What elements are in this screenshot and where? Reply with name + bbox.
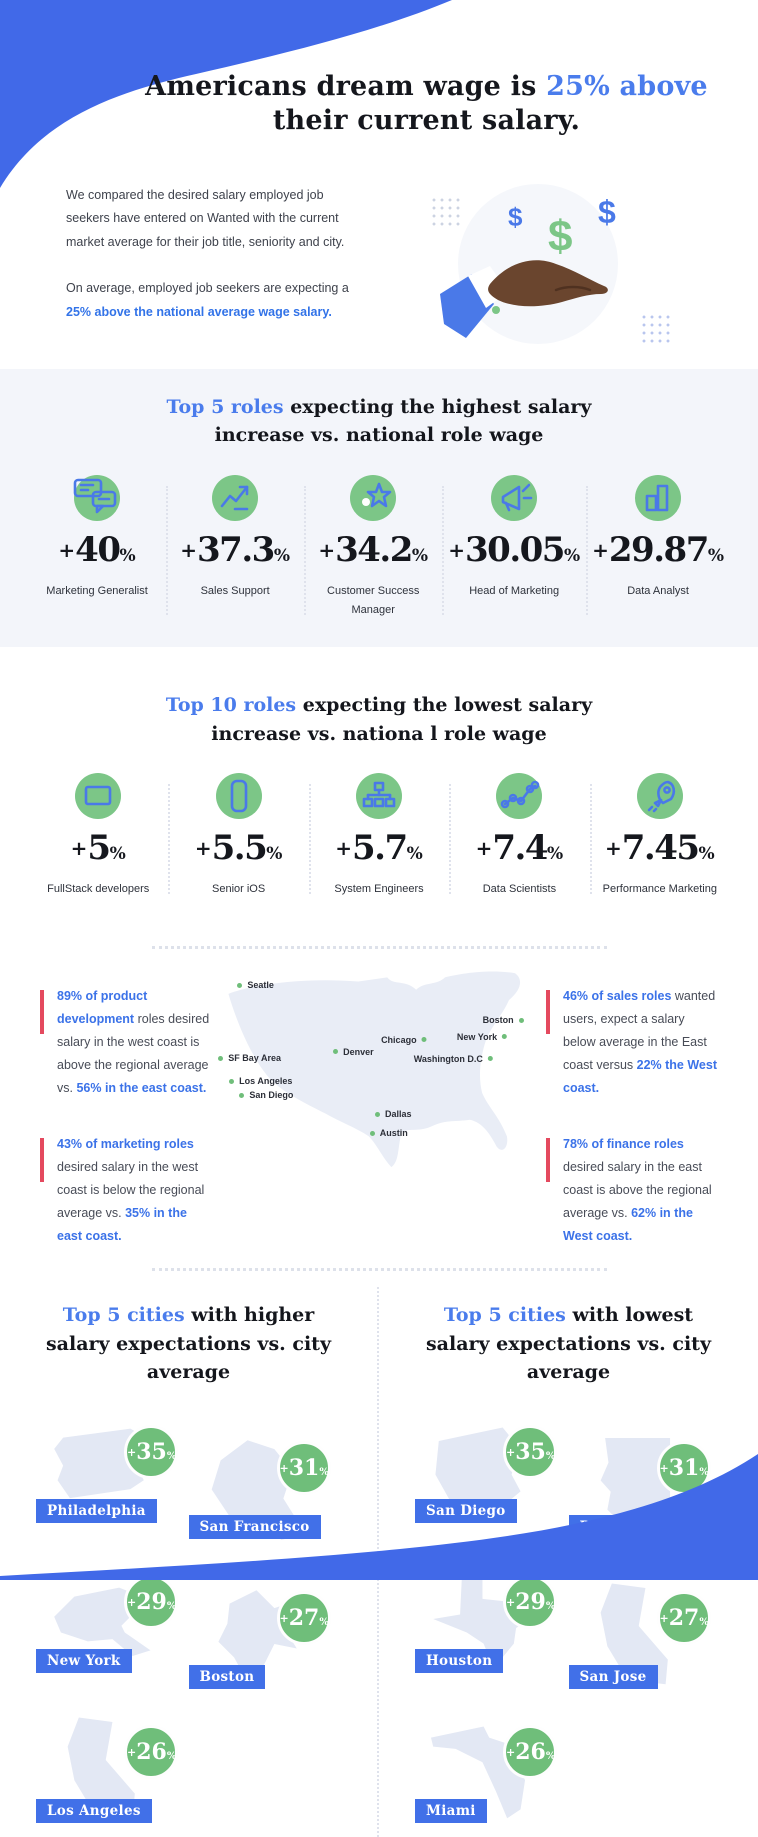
- roles-highest-row: [28, 472, 730, 622]
- intro-section: [0, 184, 758, 349]
- map-city-washington-dc: Washington D.C: [414, 1054, 493, 1064]
- city-card-boston: [189, 1579, 339, 1703]
- city-name-label: San Jose: [569, 1665, 658, 1689]
- city-name-label: Philadelphia: [36, 1499, 157, 1523]
- role-item-data-scientists: [449, 770, 589, 900]
- map-callout-finance-roles: 78% of finance roles desired salary in the east coast is above the regional average vs. 62% in the West coast.: [546, 1133, 718, 1249]
- role-label: Data Scientists: [482, 883, 557, 896]
- dollar-icon: $: [508, 201, 523, 232]
- city-name-label: Boston: [189, 1665, 266, 1689]
- city-card-houston: [415, 1563, 565, 1687]
- dollar-icon: $: [548, 211, 573, 261]
- role-item-fullstack-developers: [28, 770, 168, 900]
- city-card-san-jose: [569, 1579, 719, 1703]
- percentage-badge: +35%: [503, 1425, 557, 1479]
- city-name-label: Los Angeles: [36, 1799, 152, 1823]
- role-stat: +29.87%: [592, 529, 725, 570]
- roles-lowest-row: [28, 770, 730, 900]
- monitor-icon: [75, 773, 121, 819]
- map-callouts-right: [546, 985, 718, 1248]
- percentage-badge: +29%: [124, 1575, 178, 1629]
- role-item-customer-success-manager: [304, 472, 442, 622]
- role-label: Senior iOS: [212, 883, 266, 896]
- city-name-label: Miami: [415, 1799, 487, 1823]
- map-callout-marketing-roles: 43% of marketing roles desired salary in the west coast is below the regional average vs. 35% in the east coast.: [40, 1133, 212, 1249]
- heading-accent: Top 5 roles: [166, 395, 284, 418]
- dot-grid-decoration: [640, 313, 670, 343]
- role-stat: +5.5%: [194, 828, 283, 869]
- role-label: System Engineers: [334, 883, 424, 896]
- cities-lowest-heading: Top 5 cities with lowest salary expectations vs. city average: [425, 1304, 711, 1384]
- role-label: Customer Success Manager: [327, 584, 420, 617]
- city-card-miami: [415, 1713, 565, 1837]
- dollar-icon: $: [598, 193, 616, 230]
- role-stat: +30.05%: [448, 529, 581, 570]
- percentage-badge: +35%: [124, 1425, 178, 1479]
- map-city-san-diego: San Diego: [239, 1090, 293, 1100]
- title-line2: their current salary.: [272, 104, 581, 136]
- rocket-icon: [637, 773, 683, 819]
- role-label: Head of Marketing: [469, 584, 560, 597]
- role-stat: +7.45%: [604, 828, 715, 869]
- section-divider: [152, 946, 607, 949]
- city-name-label: New York: [36, 1649, 132, 1673]
- city-dot: [422, 1037, 427, 1042]
- scatter-plot-icon: [496, 773, 542, 819]
- title-text: Americans dream wage is: [145, 71, 547, 102]
- role-item-performance-marketing: [590, 770, 730, 900]
- title-accent: 25% above: [546, 71, 708, 102]
- intro-paragraph-2: [66, 277, 358, 325]
- map-city-boston: Boston: [483, 1015, 524, 1025]
- dot-grid-decoration: [430, 196, 460, 226]
- percentage-badge: +26%: [124, 1725, 178, 1779]
- city-card-new-york: [36, 1563, 186, 1687]
- heading-rest: expecting the lowest salary: [296, 694, 593, 717]
- map-section: [0, 965, 758, 1248]
- usa-map: [214, 965, 544, 1177]
- bottom-wave-decoration: [0, 1448, 758, 1580]
- cities-higher-heading: Top 5 cities with higher salary expectations vs. city average: [45, 1304, 331, 1384]
- open-hand-icon: [438, 246, 628, 341]
- section-divider: [152, 1268, 607, 1271]
- city-dot: [519, 1018, 524, 1023]
- hand-with-dollars-illustration: [430, 184, 670, 349]
- bar-chart-icon: [635, 475, 681, 521]
- page-title: [95, 70, 758, 138]
- percentage-badge: +27%: [277, 1591, 331, 1645]
- map-callout-product-development: 89% of product development roles desired salary in the west coast is above the regional average vs. 56% in the east coast.: [40, 985, 212, 1101]
- percentage-badge: +29%: [503, 1575, 557, 1629]
- roles-lowest-heading: [28, 691, 730, 748]
- role-stat: +5%: [70, 828, 126, 869]
- role-stat: +7.4%: [475, 828, 564, 869]
- map-city-seattle: Seatle: [237, 980, 274, 990]
- role-label: Performance Marketing: [602, 883, 717, 896]
- usa-map-silhouette: [214, 965, 544, 1182]
- intro-paragraph-2-accent: 25% above the national average wage salary.: [66, 304, 332, 319]
- city-dot: [333, 1049, 338, 1054]
- megaphone-icon: [491, 475, 537, 521]
- role-stat: +40%: [58, 529, 136, 570]
- percentage-badge: +31%: [657, 1441, 711, 1495]
- org-chart-icon: [356, 773, 402, 819]
- heading-rest: expecting the highest salary: [283, 395, 592, 418]
- role-label: FullStack developers: [47, 883, 150, 896]
- roles-lowest-section: [0, 667, 758, 926]
- role-item-data-analyst: [586, 472, 730, 622]
- map-city-los-angeles: Los Angeles: [229, 1076, 292, 1086]
- percentage-badge: +26%: [503, 1725, 557, 1779]
- intro-text: [66, 184, 358, 325]
- role-label: Marketing Generalist: [46, 584, 148, 597]
- role-label: Sales Support: [200, 584, 270, 597]
- role-item-marketing-generalist: [28, 472, 166, 622]
- heading-accent: Top 10 roles: [165, 694, 297, 717]
- role-stat: +37.3%: [180, 529, 290, 570]
- percentage-badge: +31%: [277, 1441, 331, 1495]
- city-dot: [502, 1034, 507, 1039]
- map-callouts-left: [40, 985, 212, 1248]
- city-dot: [488, 1056, 493, 1061]
- heading-line2: increase vs. nationa l role wage: [211, 722, 547, 745]
- chat-messages-icon: [74, 475, 120, 521]
- role-stat: +34.2%: [318, 529, 429, 570]
- city-dot: [218, 1056, 223, 1061]
- role-label: Data Analyst: [627, 584, 689, 597]
- intro-paragraph-2-plain: On average, employed job seekers are expecting a: [66, 280, 349, 295]
- city-dot: [229, 1079, 234, 1084]
- role-item-head-of-marketing: [442, 472, 586, 622]
- city-name-label: San Diego: [415, 1499, 517, 1523]
- city-name-label: San Francisco: [189, 1515, 321, 1539]
- role-item-sales-support: [166, 472, 304, 622]
- roles-highest-heading: [28, 393, 730, 450]
- map-city-chicago: Chicago: [381, 1035, 427, 1045]
- city-dot: [375, 1112, 380, 1117]
- map-city-sf-bay-area: SF Bay Area: [218, 1053, 281, 1063]
- city-dot: [239, 1093, 244, 1098]
- role-item-system-engineers: [309, 770, 449, 900]
- intro-paragraph-1: We compared the desired salary employed job seekers have entered on Wanted with the current market average for their job title, seniority and city.: [66, 187, 345, 249]
- growth-chart-icon: [212, 475, 258, 521]
- map-city-denver: Denver: [333, 1047, 374, 1057]
- city-dot: [237, 983, 242, 988]
- map-city-austin: Austin: [370, 1128, 408, 1138]
- city-name-label: Houston: [415, 1649, 503, 1673]
- map-callout-sales-roles: 46% of sales roles wanted users, expect a salary below average in the East coast versus 22% the West coast.: [546, 985, 718, 1101]
- city-card-los-angeles: [36, 1713, 186, 1837]
- percentage-badge: +27%: [657, 1591, 711, 1645]
- role-stat: +5.7%: [335, 828, 423, 869]
- page-header: [0, 0, 758, 138]
- map-city-dallas: Dallas: [375, 1109, 412, 1119]
- role-item-senior-ios: [168, 770, 308, 900]
- star-icon: [350, 475, 396, 521]
- map-city-new-york: New York: [457, 1032, 507, 1042]
- heading-line2: increase vs. national role wage: [214, 424, 544, 446]
- roles-highest-section: [0, 369, 758, 648]
- city-dot: [370, 1131, 375, 1136]
- smartphone-icon: [216, 773, 262, 819]
